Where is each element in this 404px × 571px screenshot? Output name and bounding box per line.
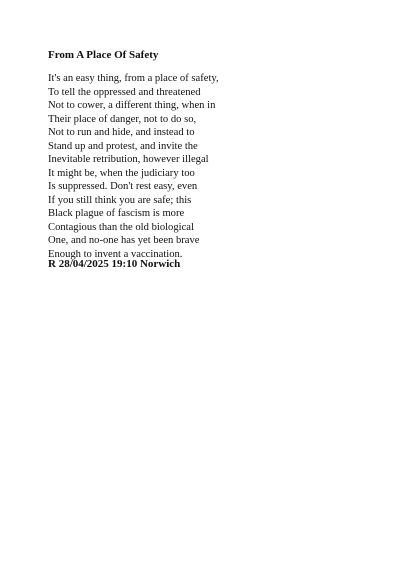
poem-line: Black plague of fascism is more <box>48 208 185 219</box>
poem-line: It's an easy thing, from a place of safety, <box>48 73 219 84</box>
poem-line: Not to cower, a different thing, when in <box>48 100 216 111</box>
poem-line: Stand up and protest, and invite the <box>48 140 198 152</box>
poem-line: Is suppressed. Don't rest easy, even <box>48 181 198 192</box>
poem-line: Their place of danger, not to do so, <box>48 113 197 125</box>
poem-signature: R 28/04/2025 19:10 Norwich <box>48 258 181 270</box>
poem-line: Not to run and hide, and instead to <box>48 127 195 138</box>
poem-line: Enough to invent a vaccination. <box>48 248 183 260</box>
poem-line: It might be, when the judiciary too <box>48 167 195 179</box>
poem-body <box>48 72 219 261</box>
poem-title: From A Place Of Safety <box>48 49 159 61</box>
poem-line: Inevitable retribution, however illegal <box>48 154 209 165</box>
poem-line: If you still think you are safe; this <box>48 194 192 206</box>
poem-line: To tell the oppressed and threatened <box>48 86 201 98</box>
poem-line: One, and no-one has yet been brave <box>48 235 200 246</box>
poem-line: Contagious than the old biological <box>48 221 194 233</box>
